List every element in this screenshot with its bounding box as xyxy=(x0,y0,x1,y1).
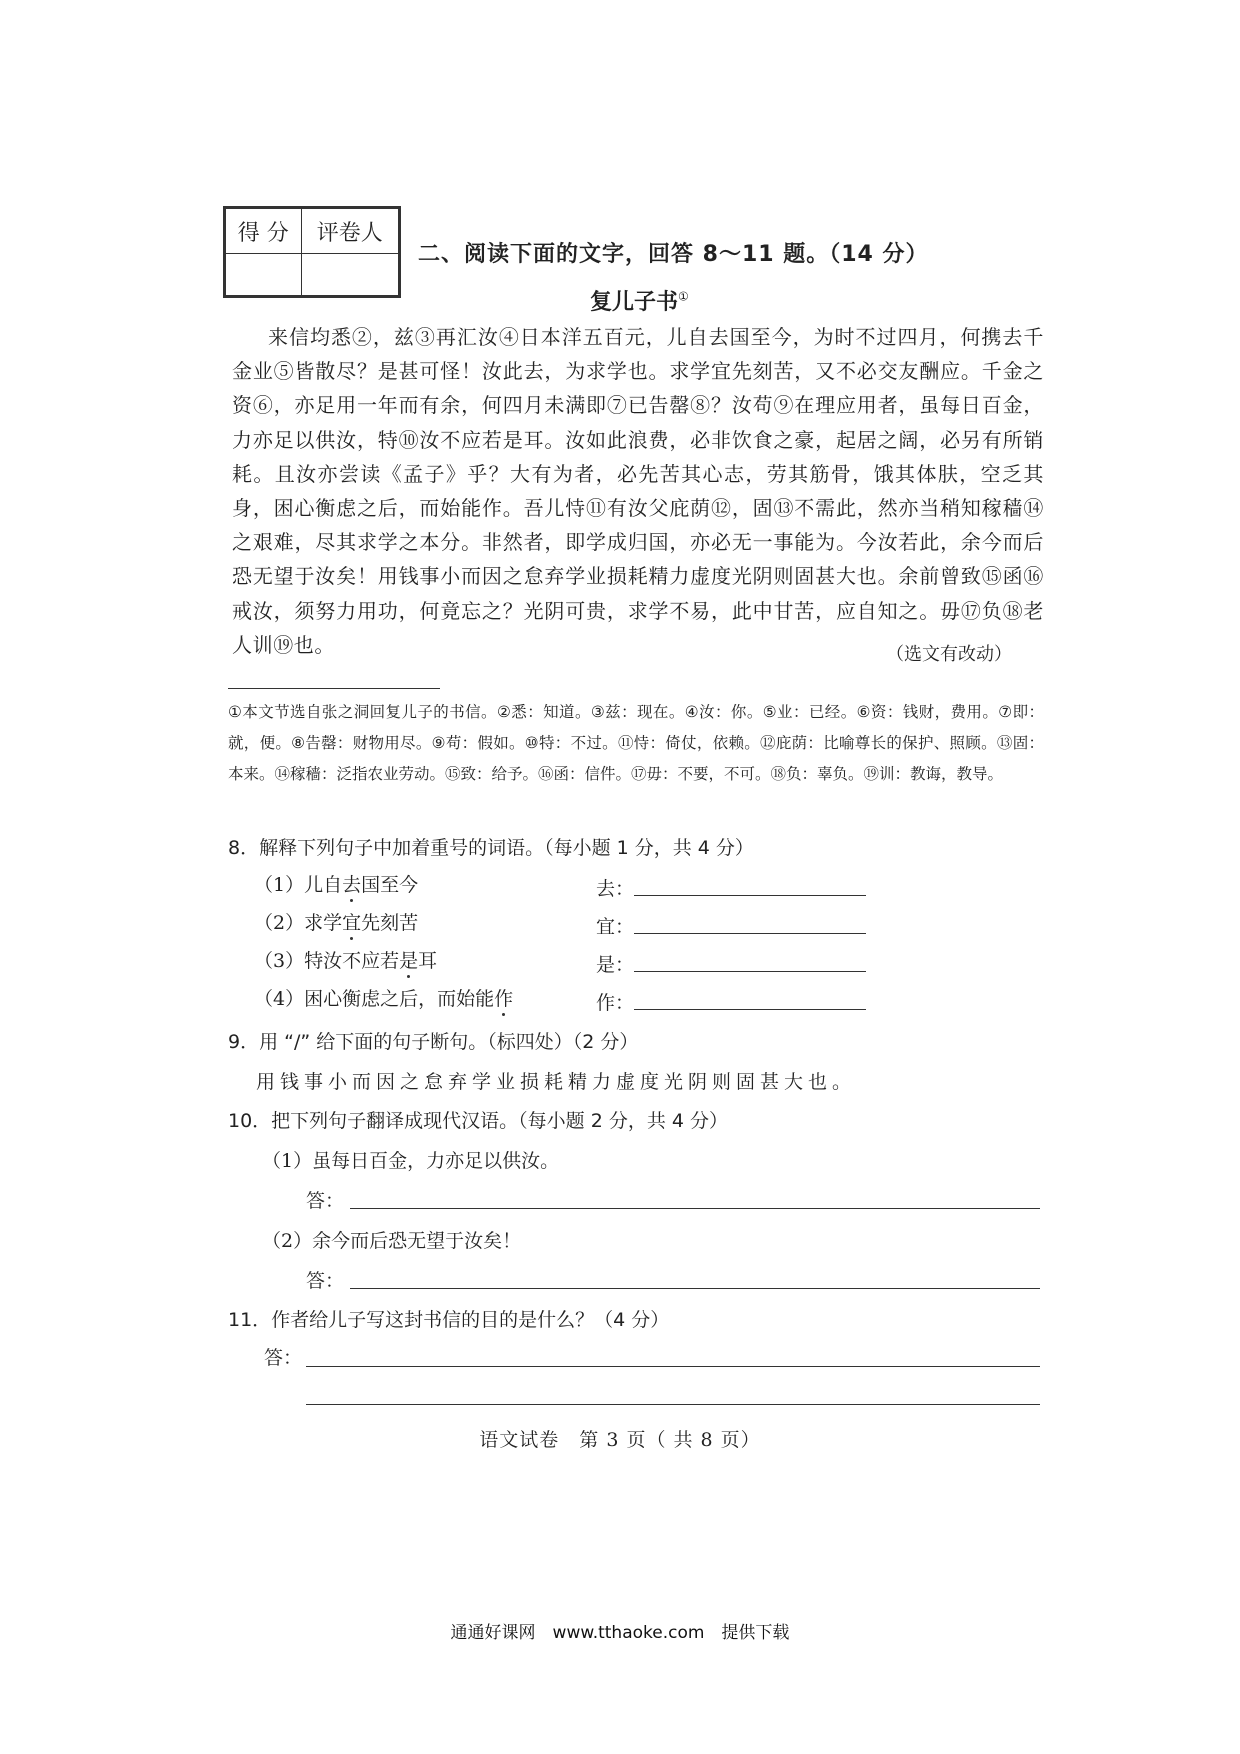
q8-item-2 xyxy=(254,908,418,935)
q8-item-3-post: 耳 xyxy=(418,950,438,972)
score-cell[interactable] xyxy=(226,254,302,296)
q8-item-1-mark: 去 xyxy=(342,874,362,896)
q8-item-4-pre: 困心衡虑之后，而始能 xyxy=(304,988,495,1010)
passage-title xyxy=(590,285,689,316)
q8-item-4 xyxy=(254,984,513,1011)
q10-item-2-answer-label: 答： xyxy=(306,1270,345,1292)
q8-item-1-char: 去： xyxy=(596,878,635,900)
download-watermark: 通通好课网 www.tthaoke.com 提供下载 xyxy=(450,1623,790,1643)
passage-title-text: 复儿子书 xyxy=(590,290,679,315)
source-note: （选文有改动） xyxy=(886,644,1012,665)
q8-item-3-num: （3） xyxy=(254,950,305,972)
score-table xyxy=(225,208,399,296)
q11-answer-label: 答： xyxy=(264,1347,303,1369)
q10-item-2: （2）余今而后恐无望于汝矣！ xyxy=(262,1230,522,1252)
section-heading: 二、阅读下面的文字，回答 8～11 题。（14 分） xyxy=(418,242,929,267)
q11-answer-line-2[interactable] xyxy=(306,1404,1040,1405)
q8-item-2-pre: 求学 xyxy=(304,912,343,934)
q9-heading: 9．用 “/” 给下面的句子断句。（标四处）（2 分） xyxy=(228,1031,639,1053)
q8-item-3-pre: 特汝不应若 xyxy=(304,950,400,972)
q8-answer-line-1[interactable] xyxy=(634,895,866,896)
q10-item-1-answer-label: 答： xyxy=(306,1190,345,1212)
grader-label: 评卷人 xyxy=(301,209,398,254)
q8-item-1-post: 国至今 xyxy=(361,874,419,896)
q8-item-2-mark: 宜 xyxy=(342,912,362,934)
q8-item-1-pre: 儿自 xyxy=(304,874,343,896)
q8-item-1-num: （1） xyxy=(254,874,305,896)
grader-cell[interactable] xyxy=(301,254,398,296)
q8-item-3-mark: 是 xyxy=(399,950,419,972)
q8-item-4-num: （4） xyxy=(254,988,305,1010)
score-label: 得 分 xyxy=(226,209,302,254)
q8-item-3 xyxy=(254,946,437,973)
q11-heading: 11．作者给儿子写这封书信的目的是什么？（4 分） xyxy=(228,1309,670,1331)
q10-heading: 10．把下列句子翻译成现代汉语。（每小题 2 分，共 4 分） xyxy=(228,1110,729,1132)
q8-answer-line-4[interactable] xyxy=(634,1009,866,1010)
q8-answer-line-3[interactable] xyxy=(634,971,866,972)
footnotes: ①本文节选自张之洞回复儿子的书信。②悉：知道。③兹：现在。④汝：你。⑤业：已经。⑥资：钱财，费用。⑦即：就，便。⑧告罄：财物用尽。⑨苟：假如。⑩特：不过。⑪恃：倚仗，依赖。⑫庇荫：比喻尊长的保护、照顾。⑬固：本来。⑭稼穑：泛指农业劳动。⑮致：给予。⑯函：信件。⑰毋：不要，不可。⑱负：辜负。⑲训：教诲，教导。 xyxy=(228,703,1044,783)
q8-item-1 xyxy=(254,870,418,897)
q8-item-2-char: 宜： xyxy=(596,916,635,938)
q8-item-4-char: 作： xyxy=(596,992,635,1014)
q8-item-4-mark: 作 xyxy=(494,988,514,1010)
q9-sentence[interactable]: 用钱事小而因之怠弃学业损耗精力虚度光阴则固甚大也。 xyxy=(256,1071,857,1093)
passage-body: 来信均悉②，兹③再汇汝④日本洋五百元，儿自去国至今，为时不过四月，何携去千金业⑤皆散尽？是甚可怪！汝此去，为求学也。求学宜先刻苦，又不必交友酬应。千金之资⑥，亦足用一年而有余，何四月未满即⑦已告罄⑧？汝苟⑨在理应用者，虽每日百金，力亦足以供汝，特⑩汝不应若是耳。汝如此浪费，必非饮食之豪，起居之阔，必另有所销耗。且汝亦尝读《孟子》乎？大有为者，必先苦其心志，劳其筋骨，饿其体肤，空乏其身，困心衡虑之后，而始能作。吾儿恃⑪有汝父庇荫⑫，固⑬不需此，然亦当稍知稼穑⑭之艰难，尽其求学之本分。非然者，即学成归国，亦必无一事能为。今汝若此，余今而后恐无望于汝矣！用钱事小而因之怠弃学业损耗精力虚度光阴则固甚大也。余前曾致⑮函⑯戒汝，须努力用功，何竟忘之？光阴可贵，求学不易，此中甘苦，应自知之。毋⑰负⑱老人训⑲也。 xyxy=(232,325,1044,657)
q10-answer-line-2[interactable] xyxy=(350,1288,1040,1289)
q8-answer-line-2[interactable] xyxy=(634,933,866,934)
page-footer: 语文试卷 第 3 页（ 共 8 页） xyxy=(479,1429,761,1451)
q10-item-1: （1）虽每日百金，力亦足以供汝。 xyxy=(262,1150,560,1172)
passage-title-note: ① xyxy=(678,289,689,304)
q11-answer-line-1[interactable] xyxy=(306,1366,1040,1367)
q8-heading: 8．解释下列句子中加着重号的词语。（每小题 1 分，共 4 分） xyxy=(228,837,754,859)
q8-item-2-num: （2） xyxy=(254,912,305,934)
q8-item-2-post: 先刻苦 xyxy=(361,912,419,934)
footnote-divider xyxy=(228,688,440,689)
score-box xyxy=(223,206,401,298)
q8-item-3-char: 是： xyxy=(596,954,635,976)
q10-answer-line-1[interactable] xyxy=(350,1208,1040,1209)
